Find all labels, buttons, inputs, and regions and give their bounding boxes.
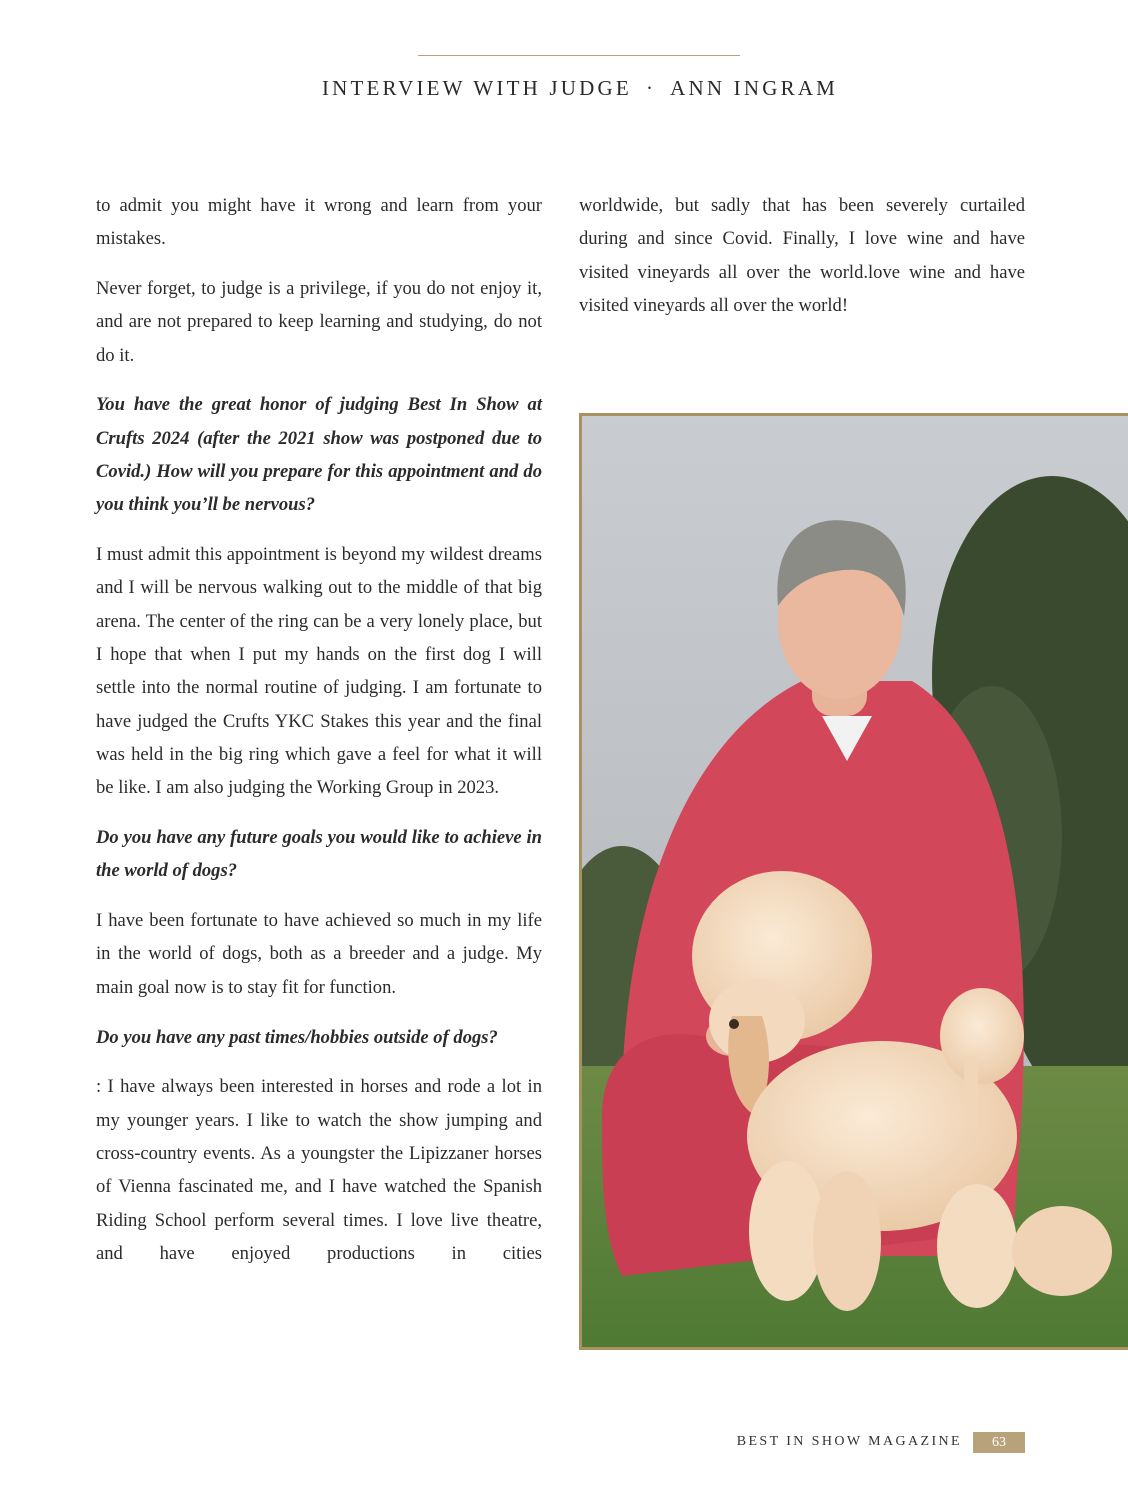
- paragraph: Never forget, to judge is a privilege, if you do not enjoy it, and are not prepared to keep learning and studying, do not do it.: [96, 278, 542, 366]
- header-section: INTERVIEW WITH JUDGE: [321, 76, 632, 100]
- header-separator: ·: [645, 76, 657, 100]
- left-column: [96, 189, 542, 1287]
- photo-illustration: [582, 416, 1128, 1347]
- page-header: [0, 76, 1128, 101]
- right-column: [579, 189, 1025, 339]
- paragraph: worldwide, but sadly that has been severely curtailed during and since Covid. Finally, I love wine and have visited vineyards all over the world.love wine and have visited vineyards all over the world!: [579, 195, 1025, 316]
- judge-photo: [579, 413, 1128, 1350]
- footer-magazine-name: BEST IN SHOW MAGAZINE: [736, 1434, 962, 1449]
- interview-question: Do you have any past times/hobbies outside of dogs?: [96, 1026, 498, 1048]
- interview-answer: I must admit this appointment is beyond my wildest dreams and I will be nervous walking out to the middle of that big arena. The center of the ring can be a very lonely place, but I hope that when I put my hands on the first dog I will settle into the normal routine of judging. I am fortunate to have judged the Crufts YKC Stakes this year and the final was held in the big ring which gave a feel for what it will be like. I am also judging the Working Group in 2023.: [96, 544, 542, 799]
- paragraph: to admit you might have it wrong and learn from your mistakes.: [96, 195, 542, 250]
- page-number-badge: 63: [973, 1432, 1025, 1453]
- header-rule: [418, 55, 740, 56]
- interview-question: You have the great honor of judging Best In Show at Crufts 2024 (after the 2021 show was postponed due to Covid.) How will you prepare for this appointment and do you think you’ll be nervous?: [96, 394, 542, 516]
- interview-question: Do you have any future goals you would like to achieve in the world of dogs?: [96, 827, 542, 882]
- header-judge-name: ANN INGRAM: [670, 76, 839, 100]
- interview-answer: : I have always been interested in horses and rode a lot in my younger years. I like to watch the show jumping and cross-country events. As a youngster the Lipizzaner horses of Vienna fascinated me, and I have watched the Spanish Riding School perform several times. I love live theatre, and have enjoyed productions in cities: [96, 1076, 542, 1264]
- interview-answer: I have been fortunate to have achieved so much in my life in the world of dogs, both as a breeder and a judge. My main goal now is to stay fit for function.: [96, 910, 542, 998]
